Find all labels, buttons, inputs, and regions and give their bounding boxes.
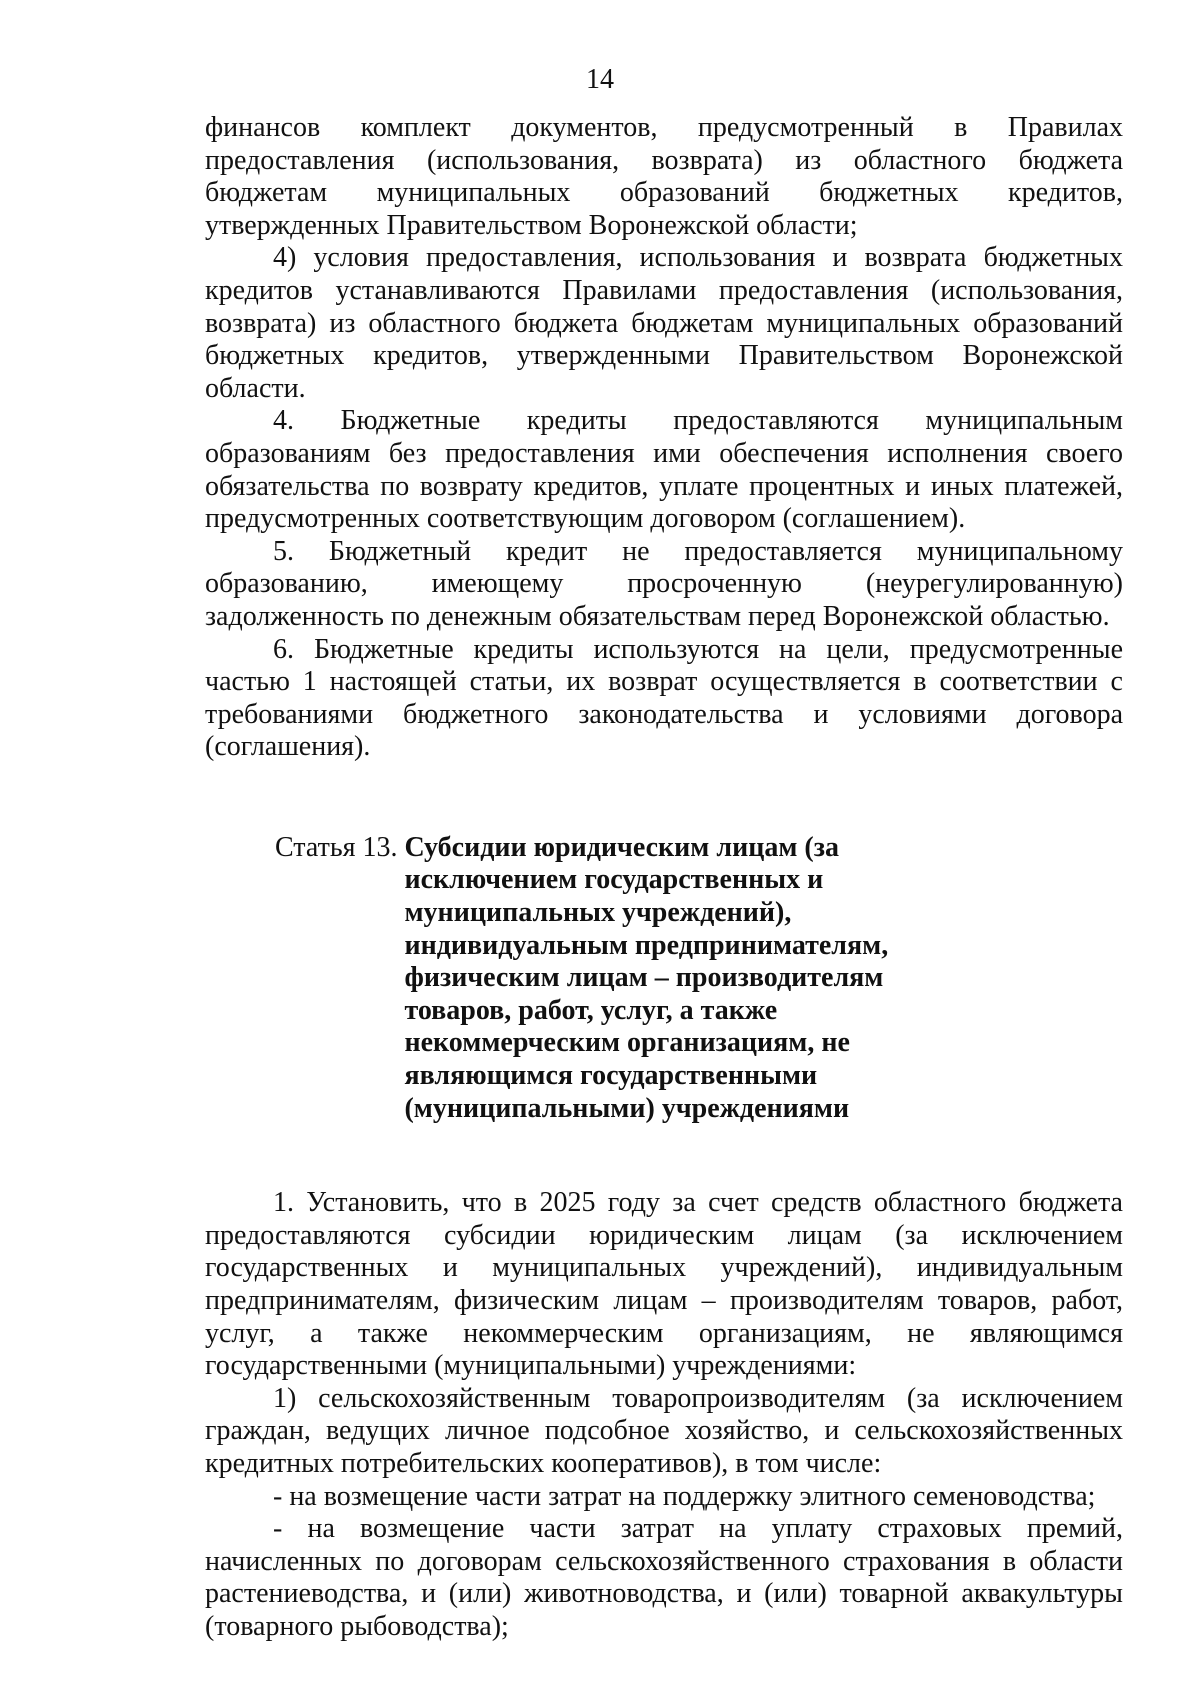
paragraph-part-4: 4. Бюджетные кредиты предоставляются муниципальным образованиям без предоставления ими обеспечения исполнения своего обязательства по возврату кредитов, уплате процентных и иных платежей, предусмотренных соответствующим договором (соглашением). [205, 405, 1123, 535]
paragraph-part-6: 6. Бюджетные кредиты используются на цели, предусмотренные частью 1 настоящей статьи, их возврат осуществляется в соответствии с требованиями бюджетного законодательства и условиями договора (соглашения). [205, 633, 1123, 763]
article-heading [205, 832, 1123, 1125]
list-item-insurance-premiums: - на возмещение части затрат на уплату страховых премий, начисленных по договорам сельскохозяйственного страхования в области растениеводства, и (или) животноводства, и (или) товарной аквакультуры (товарного рыбоводства); [205, 1513, 1123, 1642]
paragraph-article13-part-1: 1. Установить, что в 2025 году за счет средств областного бюджета предоставляются субсидии юридическим лицам (за исключением государственных и муниципальных учреждений), индивидуальным предпринимателям, физическим лицам – производителям товаров, работ, услуг, а также некоммерческим организациям, не являющимся государственными (муниципальными) учреждениями: [205, 1187, 1123, 1382]
paragraph-part-5: 5. Бюджетный кредит не предоставляется муниципальному образованию, имеющему просроченную (неурегулированную) задолженность по денежным обязательствам перед Воронежской областью. [205, 535, 1123, 632]
article-title: Субсидии юридическим лицам (за исключением государственных и муниципальных учреждений), индивидуальным предпринимателям, физическим лицам – производителям товаров, работ, услуг, а также некоммерческим организациям, не являющимся государственными (муниципальными) учреждениями [404, 831, 889, 1124]
list-item-seed-production: - на возмещение части затрат на поддержку элитного семеноводства; [273, 1480, 1096, 1512]
page-number: 14 [586, 64, 614, 95]
paragraph-item-4-conditions: 4) условия предоставления, использования и возврата бюджетных кредитов устанавливаются Правилами предоставления (использования, возврата) из областного бюджета бюджетам муниципальных образований бюджетных кредитов, утвержденными Правительством Воронежской области. [205, 242, 1123, 404]
paragraph-article13-item-1: 1) сельскохозяйственным товаропроизводителям (за исключением граждан, ведущих личное подсобное хозяйство, и сельскохозяйственных кредитных потребительских кооперативов), в том числе: [205, 1382, 1123, 1479]
article-number: Статья 13. [275, 831, 405, 863]
paragraph-continuation: финансов комплект документов, предусмотренный в Правилах предоставления (использования, возврата) из областного бюджета бюджетам муниципальных образований бюджетных кредитов, утвержденных Правительством Воронежской области; [205, 112, 1123, 241]
document-body [205, 112, 1123, 1644]
